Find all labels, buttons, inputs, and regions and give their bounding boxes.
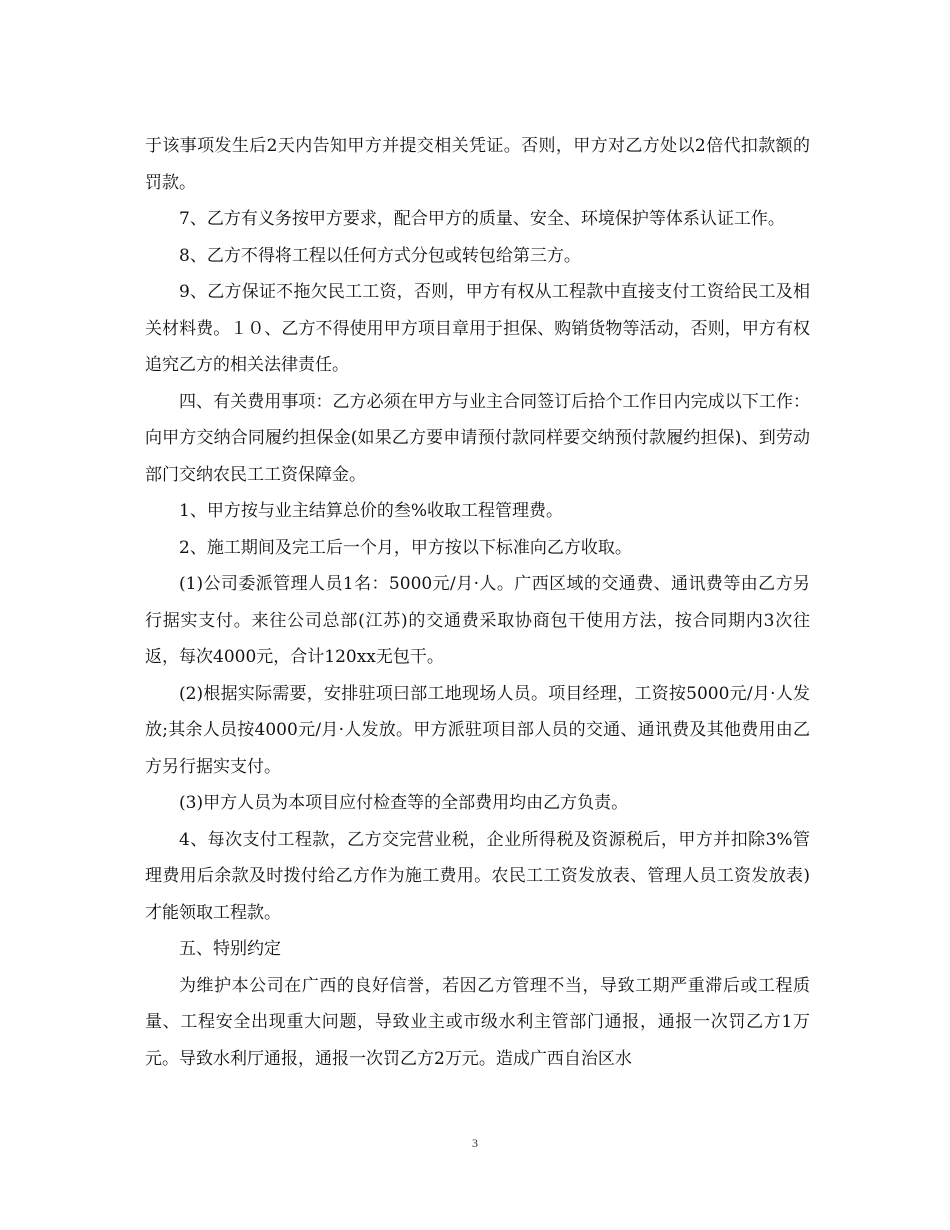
paragraph-2: 7、乙方有义务按甲方要求，配合甲方的质量、安全、环境保护等体系认证工作。 [179,209,785,229]
paragraph-5: 四、有关费用事项：乙方必须在甲方与业主合同签订后拾个工作日内完成以下工作：向甲方交纳合同履约担保金(如果乙方要申请预付款同样要交纳预付款履约担保)、到劳动部门交纳农民工工资保障金。 [145,391,810,485]
paragraph-3: 8、乙方不得将工程以任何方式分包或转包给第三方。 [179,245,581,266]
paragraph-7: 2、施工期间及完工后一个月，甲方按以下标准向乙方收取。 [179,537,632,558]
paragraph-11: 4、每次支付工程款，乙方交完营业税，企业所得税及资源税后，甲方并扣除3%管理费用后余款及时拨付给乙方作为施工费用。农民工工资发放表、管理人员工资发放表)才能领取工程款。 [145,829,810,923]
paragraph-12: 五、特别约定 [179,939,281,959]
paragraph-1: 于该事项发生后2天内告知甲方并提交相关凭证。否则，甲方对乙方处以2倍代扣款额的罚款。 [145,136,810,193]
document-body [145,128,810,1077]
paragraph-6: 1、甲方按与业主结算总价的叁%收取工程管理费。 [179,501,563,521]
page-number: 3 [472,1136,478,1150]
paragraph-4: 9、乙方保证不拖欠民工工资，否则，甲方有权从工程款中直接支付工资给民工及相关材料费。１０、乙方不得使用甲方项目章用于担保、购销货物等活动，否则，甲方有权追究乙方的相关法律责任。 [145,282,810,375]
paragraph-10: (3)甲方人员为本项目应付检查等的全部费用均由乙方负责。 [179,793,629,813]
paragraph-9: (2)根据实际需要，安排驻项曰部工地现场人员。项目经理，工资按5000元/月·人发放;其余人员按4000元/月·人发放。甲方派驻项目部人员的交通、通讯费及其他费用由乙方另行据实支付。 [145,683,810,777]
paragraph-8: (1)公司委派管理人员1名：5000元/月·人。广西区域的交通费、通讯费等由乙方另行据实支付。来往公司总部(江苏)的交通费采取协商包干使用方法，按合同期内3次往返，每次4000元，合计120xx无包干。 [145,574,810,667]
paragraph-13: 为维护本公司在广西的良好信誉，若因乙方管理不当，导致工期严重滞后或工程质量、工程安全出现重大问题，导致业主或市级水利主管部门通报，通报一次罚乙方1万元。导致水利厅通报，通报一次罚乙方2万元。造成广西自治区水 [145,975,810,1069]
